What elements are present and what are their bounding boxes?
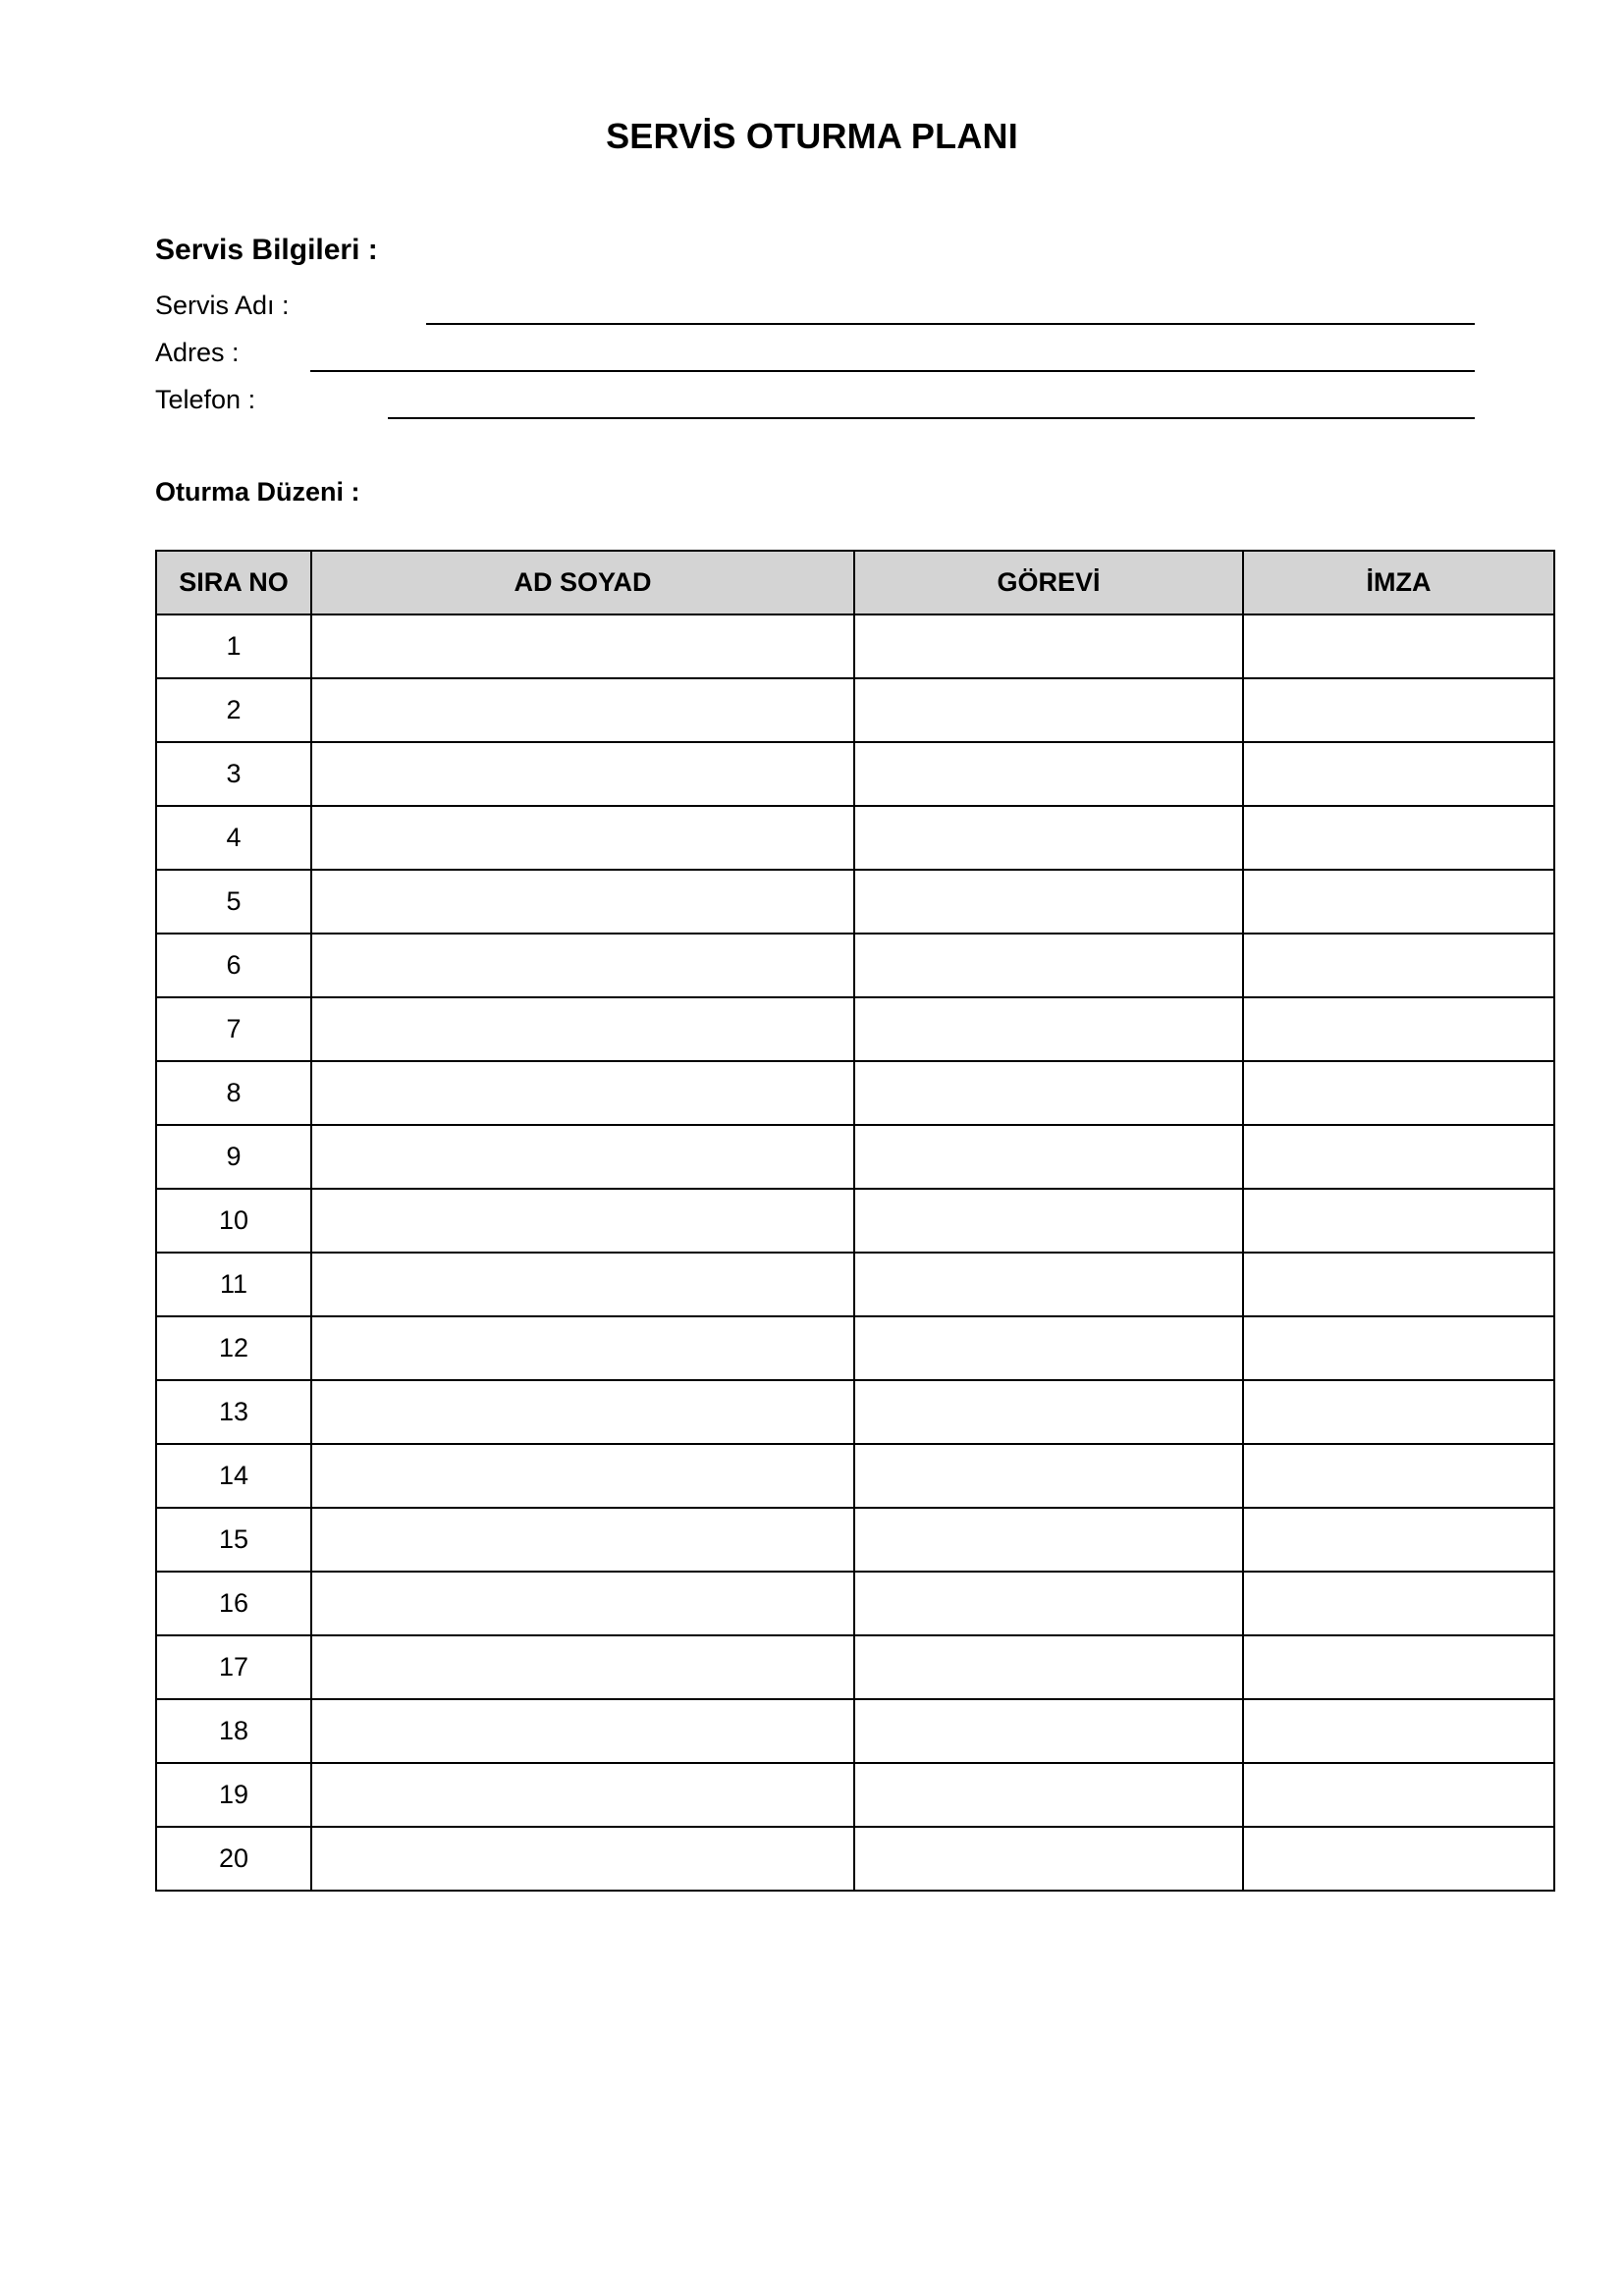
row-number-cell: 20 — [156, 1827, 311, 1891]
table-row — [156, 1508, 1554, 1572]
name-cell[interactable] — [311, 1316, 854, 1380]
service-info-heading: Servis Bilgileri : — [155, 234, 378, 266]
table-row — [156, 1380, 1554, 1444]
table-row — [156, 1444, 1554, 1508]
column-header-signature: İMZA — [1243, 551, 1554, 614]
duty-cell[interactable] — [854, 1189, 1243, 1253]
row-number-cell: 1 — [156, 614, 311, 678]
signature-cell[interactable] — [1243, 1508, 1554, 1572]
name-cell[interactable] — [311, 1572, 854, 1635]
signature-cell[interactable] — [1243, 1444, 1554, 1508]
row-number-cell: 16 — [156, 1572, 311, 1635]
duty-cell[interactable] — [854, 1380, 1243, 1444]
signature-cell[interactable] — [1243, 1189, 1554, 1253]
table-row — [156, 742, 1554, 806]
name-cell[interactable] — [311, 934, 854, 997]
signature-cell[interactable] — [1243, 806, 1554, 870]
table-row — [156, 1316, 1554, 1380]
signature-cell[interactable] — [1243, 870, 1554, 934]
table-row — [156, 1572, 1554, 1635]
name-cell[interactable] — [311, 1699, 854, 1763]
signature-cell[interactable] — [1243, 742, 1554, 806]
duty-cell[interactable] — [854, 742, 1243, 806]
signature-cell[interactable] — [1243, 1253, 1554, 1316]
duty-cell[interactable] — [854, 1061, 1243, 1125]
duty-cell[interactable] — [854, 678, 1243, 742]
signature-cell[interactable] — [1243, 1635, 1554, 1699]
table-row — [156, 1189, 1554, 1253]
table-header-row — [156, 551, 1554, 614]
signature-cell[interactable] — [1243, 1125, 1554, 1189]
row-number-cell: 9 — [156, 1125, 311, 1189]
name-cell[interactable] — [311, 1380, 854, 1444]
service-name-label: Servis Adı : — [155, 291, 290, 320]
duty-cell[interactable] — [854, 1253, 1243, 1316]
duty-cell[interactable] — [854, 1763, 1243, 1827]
table-row — [156, 1827, 1554, 1891]
seating-table-body — [156, 614, 1554, 1891]
signature-cell[interactable] — [1243, 1061, 1554, 1125]
name-cell[interactable] — [311, 1189, 854, 1253]
table-row — [156, 1253, 1554, 1316]
signature-cell[interactable] — [1243, 997, 1554, 1061]
signature-cell[interactable] — [1243, 1763, 1554, 1827]
duty-cell[interactable] — [854, 934, 1243, 997]
column-header-name: AD SOYAD — [311, 551, 854, 614]
name-cell[interactable] — [311, 806, 854, 870]
table-row — [156, 1699, 1554, 1763]
name-cell[interactable] — [311, 1827, 854, 1891]
duty-cell[interactable] — [854, 1125, 1243, 1189]
table-row — [156, 870, 1554, 934]
duty-cell[interactable] — [854, 806, 1243, 870]
signature-cell[interactable] — [1243, 934, 1554, 997]
signature-cell[interactable] — [1243, 1316, 1554, 1380]
name-cell[interactable] — [311, 678, 854, 742]
duty-cell[interactable] — [854, 997, 1243, 1061]
duty-cell[interactable] — [854, 1699, 1243, 1763]
column-header-duty: GÖREVİ — [854, 551, 1243, 614]
table-row — [156, 806, 1554, 870]
table-row — [156, 614, 1554, 678]
duty-cell[interactable] — [854, 1444, 1243, 1508]
table-row — [156, 1125, 1554, 1189]
row-number-cell: 18 — [156, 1699, 311, 1763]
row-number-cell: 3 — [156, 742, 311, 806]
seating-heading: Oturma Düzeni : — [155, 477, 360, 507]
name-cell[interactable] — [311, 742, 854, 806]
name-cell[interactable] — [311, 1444, 854, 1508]
row-number-cell: 15 — [156, 1508, 311, 1572]
table-row — [156, 934, 1554, 997]
signature-cell[interactable] — [1243, 1699, 1554, 1763]
address-label: Adres : — [155, 338, 240, 367]
table-row — [156, 678, 1554, 742]
phone-label: Telefon : — [155, 385, 256, 414]
name-cell[interactable] — [311, 870, 854, 934]
row-number-cell: 13 — [156, 1380, 311, 1444]
table-row — [156, 1635, 1554, 1699]
row-number-cell: 12 — [156, 1316, 311, 1380]
table-row — [156, 1763, 1554, 1827]
address-field[interactable] — [310, 370, 1475, 372]
row-number-cell: 17 — [156, 1635, 311, 1699]
duty-cell[interactable] — [854, 1827, 1243, 1891]
name-cell[interactable] — [311, 1508, 854, 1572]
signature-cell[interactable] — [1243, 614, 1554, 678]
table-row — [156, 997, 1554, 1061]
row-number-cell: 19 — [156, 1763, 311, 1827]
seating-table — [155, 550, 1555, 1892]
duty-cell[interactable] — [854, 1572, 1243, 1635]
row-number-cell: 11 — [156, 1253, 311, 1316]
signature-cell[interactable] — [1243, 1827, 1554, 1891]
signature-cell[interactable] — [1243, 1572, 1554, 1635]
name-cell[interactable] — [311, 997, 854, 1061]
signature-cell[interactable] — [1243, 678, 1554, 742]
service-name-field[interactable] — [426, 323, 1475, 325]
name-cell[interactable] — [311, 1635, 854, 1699]
name-cell[interactable] — [311, 1253, 854, 1316]
phone-field[interactable] — [388, 417, 1475, 419]
name-cell[interactable] — [311, 1763, 854, 1827]
duty-cell[interactable] — [854, 614, 1243, 678]
signature-cell[interactable] — [1243, 1380, 1554, 1444]
table-row — [156, 1061, 1554, 1125]
row-number-cell: 7 — [156, 997, 311, 1061]
column-header-no: SIRA NO — [156, 551, 311, 614]
name-cell[interactable] — [311, 614, 854, 678]
row-number-cell: 10 — [156, 1189, 311, 1253]
duty-cell[interactable] — [854, 1316, 1243, 1380]
duty-cell[interactable] — [854, 870, 1243, 934]
row-number-cell: 6 — [156, 934, 311, 997]
row-number-cell: 2 — [156, 678, 311, 742]
row-number-cell: 8 — [156, 1061, 311, 1125]
duty-cell[interactable] — [854, 1508, 1243, 1572]
row-number-cell: 5 — [156, 870, 311, 934]
name-cell[interactable] — [311, 1125, 854, 1189]
duty-cell[interactable] — [854, 1635, 1243, 1699]
page-title: SERVİS OTURMA PLANI — [606, 116, 1018, 156]
row-number-cell: 4 — [156, 806, 311, 870]
name-cell[interactable] — [311, 1061, 854, 1125]
row-number-cell: 14 — [156, 1444, 311, 1508]
